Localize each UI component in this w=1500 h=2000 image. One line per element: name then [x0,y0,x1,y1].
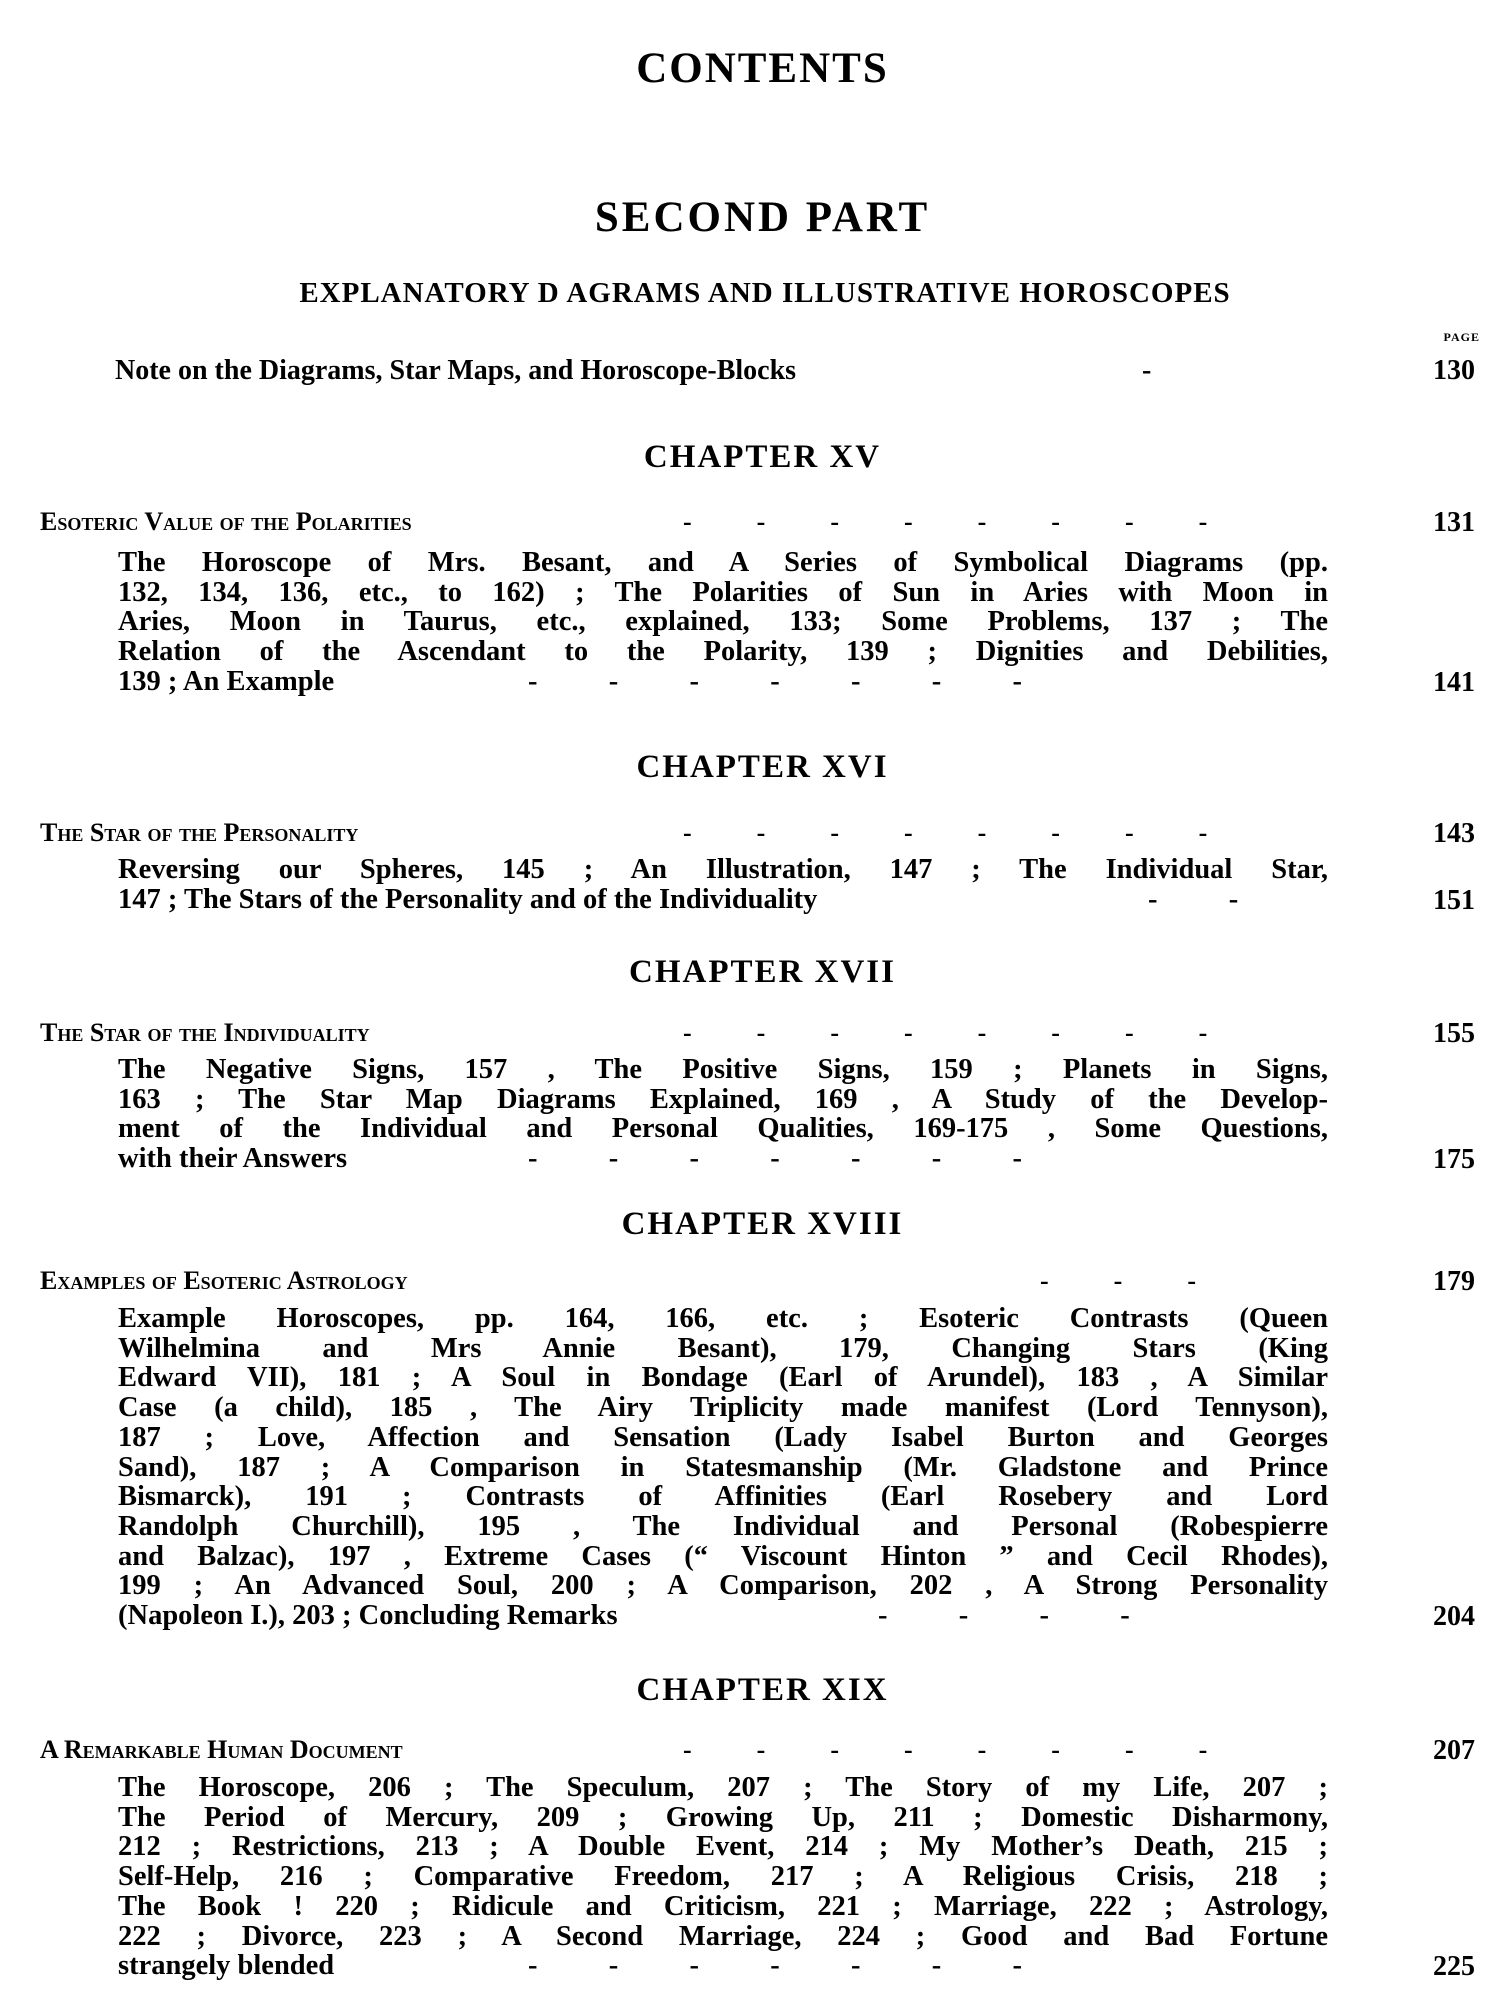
chapter-xix-description [118,1773,1328,1981]
desc-line: and Balzac), 197 , Extreme Cases (“ Viscount Hinton ” and Cecil Rhodes), [118,1540,1328,1572]
desc-line: 132, 134, 136, etc., to 162) ; The Polarities of Sun in Aries with Moon in [118,576,1328,608]
desc-line: strangely blended - - - - - - - [118,1950,1022,1982]
note-title: Note on the Diagrams, Star Maps, and Horoscope-Blocks [115,355,797,386]
chapter-xv-title[interactable] [40,507,1500,543]
note-page-number: 130 [1433,355,1475,386]
desc-line: Reversing our Spheres, 145 ; An Illustration, 147 ; The Individual Star, [118,854,1328,885]
chapter-heading-xv: CHAPTER XV [643,439,882,475]
chapter-xvi-desc-page: 151 [1433,885,1475,916]
desc-line: The Horoscope of Mrs. Besant, and A Series of Symbolical Diagrams (pp. [118,547,1328,578]
chapter-xix-page: 207 [1433,1735,1475,1766]
desc-line: Randolph Churchill), 195 , The Individual and Personal (Robespierre [118,1510,1328,1542]
chapter-heading-xviii: CHAPTER XVIII [621,1206,904,1242]
desc-line: ment of the Individual and Personal Qualities, 169-175 , Some Questions, [118,1113,1328,1145]
entry-title-text: A Remarkable Human Document [40,1735,403,1764]
note-entry[interactable] [115,355,1500,391]
desc-line: 212 ; Restrictions, 213 ; A Double Event, 214 ; My Mother’s Death, 215 ; [118,1831,1328,1863]
desc-line: Aries, Moon in Taurus, etc., explained, 133; Some Problems, 137 ; The [118,606,1328,638]
desc-line: 199 ; An Advanced Soul, 200 ; A Comparison, 202 , A Strong Personality [118,1570,1328,1602]
chapter-xv-page: 131 [1433,507,1475,538]
chapter-xviii-desc-page: 204 [1433,1601,1475,1632]
desc-line: 147 ; The Stars of the Personality and of the Individuality - - [118,883,1239,915]
dot-leader: - - - - - - - - [683,507,1208,536]
desc-line: (Napoleon I.), 203 ; Concluding Remarks - - - - [118,1600,1130,1632]
entry-title-text: The Star of the Personality [40,818,359,847]
part-subtitle: EXPLANATORY D AGRAMS AND ILLUSTRATIVE HOROSCOPES [299,277,1231,309]
chapter-heading-xix: CHAPTER XIX [636,1672,889,1708]
page-column-label: PAGE [1443,330,1480,344]
chapter-xv-desc-page: 141 [1433,667,1475,698]
chapter-xviii-title[interactable] [40,1266,1500,1302]
desc-line: 139 ; An Example - - - - - - - [118,665,1022,697]
part-title: SECOND PART [594,194,931,241]
entry-title-text: The Star of the Individuality [40,1018,370,1047]
chapter-xv-description [118,548,1328,697]
chapter-xvi-description [118,855,1328,914]
chapter-xvii-description [118,1055,1328,1174]
entry-title-text: Esoteric Value of the Polarities [40,507,412,536]
desc-line: 163 ; The Star Map Diagrams Explained, 169 , A Study of the Develop- [118,1083,1328,1115]
desc-line: The Book ! 220 ; Ridicule and Criticism, 221 ; Marriage, 222 ; Astrology, [118,1890,1328,1922]
desc-line: Wilhelmina and Mrs Annie Besant), 179, Changing Stars (King [118,1332,1328,1364]
chapter-xvi-title[interactable] [40,818,1500,854]
chapter-xix-title[interactable] [40,1735,1500,1771]
chapter-xvii-desc-page: 175 [1433,1144,1475,1175]
desc-line: Edward VII), 181 ; A Soul in Bondage (Earl of Arundel), 183 , A Similar [118,1362,1328,1394]
chapter-heading-xvi: CHAPTER XVI [636,749,889,785]
desc-line: 187 ; Love, Affection and Sensation (Lady Isabel Burton and Georges [118,1421,1328,1453]
desc-line: Case (a child), 185 , The Airy Triplicity made manifest (Lord Tennyson), [118,1392,1328,1424]
chapter-xvii-page: 155 [1433,1018,1475,1049]
dot-leader: - - - [1040,1266,1196,1295]
desc-line: Sand), 187 ; A Comparison in Statesmanship (Mr. Gladstone and Prince [118,1451,1328,1483]
desc-line: Relation of the Ascendant to the Polarity, 139 ; Dignities and Debilities, [118,636,1328,668]
chapter-xix-desc-page: 225 [1433,1951,1475,1982]
desc-line: Example Horoscopes, pp. 164, 166, etc. ; Esoteric Contrasts (Queen [118,1303,1328,1334]
chapter-heading-xvii: CHAPTER XVII [629,954,896,990]
chapter-xviii-page: 179 [1433,1266,1475,1297]
desc-line: The Period of Mercury, 209 ; Growing Up, 211 ; Domestic Disharmony, [118,1801,1328,1833]
entry-title-text: Examples of Esoteric Astrology [40,1266,408,1295]
contents-title: CONTENTS [636,45,889,92]
desc-line: Bismarck), 191 ; Contrasts of Affinities (Earl Rosebery and Lord [118,1481,1328,1513]
chapter-xvi-page: 143 [1433,818,1475,849]
note-leader: - [1142,355,1152,386]
chapter-xvii-title[interactable] [40,1018,1500,1054]
dot-leader: - - - - - - - - [683,1735,1208,1764]
chapter-xviii-description [118,1304,1328,1631]
desc-line: with their Answers - - - - - - - [118,1143,1022,1175]
desc-line: The Horoscope, 206 ; The Speculum, 207 ; The Story of my Life, 207 ; [118,1772,1328,1803]
desc-line: Self-Help, 216 ; Comparative Freedom, 217 ; A Religious Crisis, 218 ; [118,1861,1328,1893]
dot-leader: - - - - - - - - [683,818,1208,847]
dot-leader: - - - - - - - - [683,1018,1208,1047]
desc-line: 222 ; Divorce, 223 ; A Second Marriage, 224 ; Good and Bad Fortune [118,1920,1328,1952]
desc-line: The Negative Signs, 157 , The Positive Signs, 159 ; Planets in Signs, [118,1054,1328,1085]
